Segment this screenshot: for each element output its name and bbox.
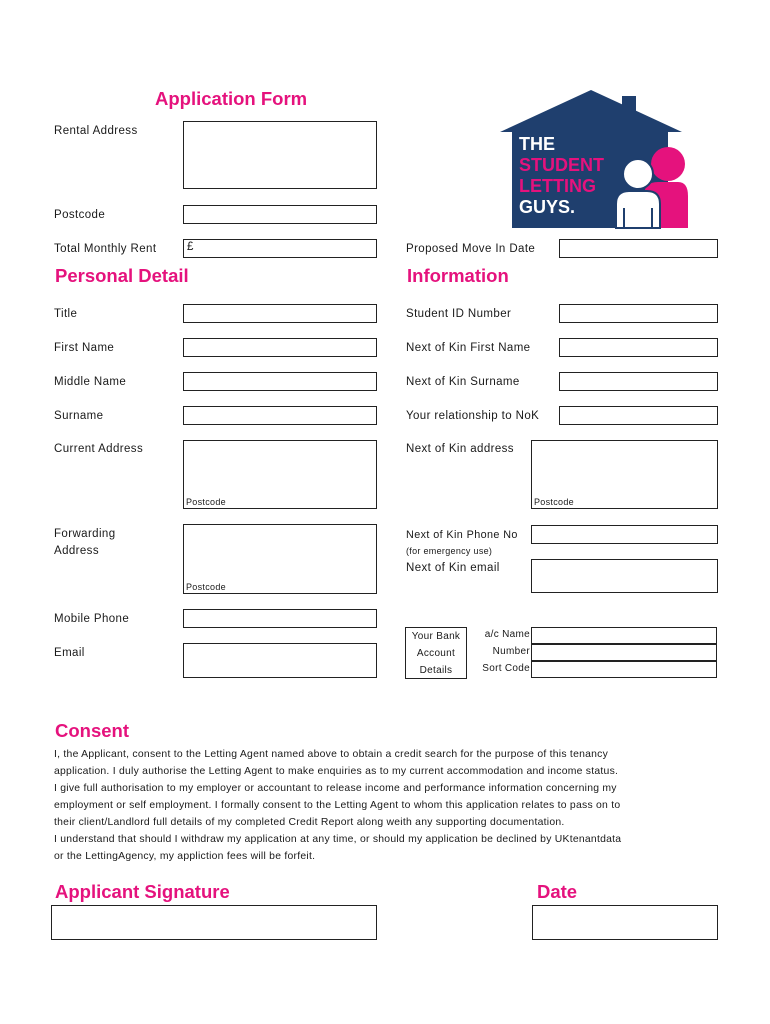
forwarding-address-field[interactable]: [183, 524, 377, 594]
account-number-label: Number: [492, 646, 530, 657]
email-field[interactable]: [183, 643, 377, 678]
mobile-phone-field[interactable]: [183, 609, 377, 628]
current-address-field[interactable]: [183, 440, 377, 509]
nok-postcode-label: Postcode: [534, 497, 574, 507]
current-address-label: Current Address: [54, 443, 144, 455]
relationship-field[interactable]: [559, 406, 718, 425]
nok-first-name-field[interactable]: [559, 338, 718, 357]
logo-text-guys: GUYS.: [519, 197, 576, 217]
consent-heading: Consent: [55, 720, 129, 741]
consent-line: I, the Applicant, consent to the Letting Agent named above to obtain a credit search for the purpose of this tenancy: [54, 749, 609, 760]
email-label: Email: [54, 647, 85, 659]
nok-first-name-label: Next of Kin First Name: [406, 342, 531, 354]
consent-line: their client/Landlord full details of my completed Credit Report along weith any supporting documentation.: [54, 817, 565, 828]
bank-details-label: [405, 627, 467, 679]
nok-surname-field[interactable]: [559, 372, 718, 391]
bank-label-line1: Your Bank: [411, 631, 461, 642]
forwarding-label-line1: Forwarding: [54, 528, 116, 540]
forwarding-postcode-label: Postcode: [186, 582, 226, 592]
surname-field[interactable]: [183, 406, 377, 425]
current-postcode-label: Postcode: [186, 497, 226, 507]
consent-line: application. I duly authorise the Letting Agent to make enquiries as to my current accommodation and income status.: [54, 766, 619, 777]
title-label: Title: [54, 308, 78, 320]
bank-label-line3: Details: [419, 665, 453, 676]
student-id-field[interactable]: [559, 304, 718, 323]
rental-postcode-label: Postcode: [54, 209, 106, 221]
rental-address-field[interactable]: [183, 121, 377, 189]
personal-detail-heading: Personal Detail: [55, 265, 189, 286]
nok-phone-field[interactable]: [531, 525, 718, 544]
logo-text-student: STUDENT: [519, 155, 604, 175]
first-name-label: First Name: [54, 342, 115, 354]
middle-name-field[interactable]: [183, 372, 377, 391]
move-in-date-label: Proposed Move In Date: [406, 243, 536, 255]
nok-address-label: Next of Kin address: [406, 443, 514, 455]
consent-line: employment or self employment. I formally consent to the Letting Agent to whom this application relates to pass on to: [54, 800, 621, 811]
nok-phone-label: Next of Kin Phone No: [406, 529, 518, 541]
rental-postcode-field[interactable]: [183, 205, 377, 224]
bank-label-line2: Account: [416, 648, 456, 659]
title-field[interactable]: [183, 304, 377, 323]
sort-code-label: Sort Code: [482, 663, 530, 674]
pound-sign: £: [187, 241, 194, 253]
mobile-phone-label: Mobile Phone: [54, 613, 130, 625]
consent-line: or the LettingAgency, my appliction fees will be forfeit.: [54, 851, 316, 862]
logo-text-the: THE: [519, 134, 555, 154]
account-number-field[interactable]: [531, 644, 717, 661]
move-in-date-field[interactable]: [559, 239, 718, 258]
company-logo: [498, 88, 690, 230]
account-name-field[interactable]: [531, 627, 717, 644]
nok-email-field[interactable]: [531, 559, 718, 593]
nok-phone-note: (for emergency use): [406, 546, 493, 556]
surname-label: Surname: [54, 410, 104, 422]
logo-text-letting: LETTING: [519, 176, 596, 196]
middle-name-label: Middle Name: [54, 376, 127, 388]
consent-text: [54, 746, 694, 865]
nok-address-field[interactable]: [531, 440, 718, 509]
forwarding-label-line2: Address: [54, 545, 99, 557]
account-name-label: a/c Name: [484, 629, 530, 640]
monthly-rent-field[interactable]: [183, 239, 377, 258]
nok-email-label: Next of Kin email: [406, 562, 500, 574]
rental-address-label: Rental Address: [54, 125, 138, 137]
first-name-field[interactable]: [183, 338, 377, 357]
monthly-rent-label: Total Monthly Rent: [54, 243, 157, 255]
information-heading: Information: [407, 265, 509, 286]
signature-field[interactable]: [51, 905, 377, 940]
consent-line: I understand that should I withdraw my application at any time, or should my application be declined by UKtenantdata: [54, 834, 622, 845]
student-id-label: Student ID Number: [406, 308, 512, 320]
date-heading: Date: [537, 881, 578, 902]
consent-line: I give full authorisation to my employer or accountant to release income and performance information concerning my: [54, 783, 617, 794]
nok-surname-label: Next of Kin Surname: [406, 376, 520, 388]
signature-heading: Applicant Signature: [55, 881, 230, 902]
form-title: Application Form: [155, 88, 308, 109]
relationship-label: Your relationship to NoK: [406, 410, 540, 422]
date-field[interactable]: [532, 905, 718, 940]
sort-code-field[interactable]: [531, 661, 717, 678]
